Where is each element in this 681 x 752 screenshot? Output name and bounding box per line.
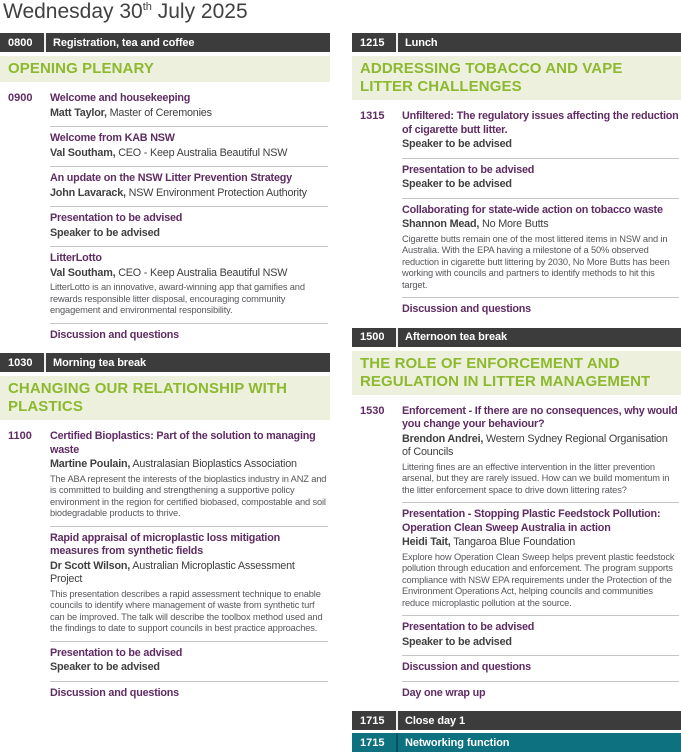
time-bar-label: Registration, tea and coffee [53,36,195,49]
session-item [50,681,328,707]
speaker-affiliation: Western Sydney Regional Organisation of Councils [402,432,668,458]
speaker-name: Shannon Mead, [402,218,480,230]
session-title: LitterLotto [50,252,102,264]
session-item [50,641,328,681]
session-block [0,425,330,706]
speaker-name: Speaker to be advised [402,178,512,190]
session-time: 1530 [360,404,385,417]
session-items [402,400,681,707]
session-item [50,425,328,526]
session-item [50,206,328,246]
time-bar [0,33,330,52]
session-item [402,158,679,198]
session-title: Enforcement - If there are no consequences, why would you change your behaviour? [402,404,678,430]
page-title-text: Wednesday 30 [3,0,143,23]
agenda-column-left [0,33,330,706]
session-item [402,198,679,298]
session-title: Presentation to be advised [402,163,535,176]
session-title: Unfiltered: The regulatory issues affecting the reduction of cigarette butt litter. [402,110,679,136]
speaker-affiliation: CEO - Keep Australia Beautiful NSW [115,146,288,159]
speaker-affiliation: CEO - Keep Australia Beautiful NSW [115,266,288,279]
time-bar [0,353,330,372]
session-item [50,166,328,206]
session-speaker [402,138,679,152]
time-bar-time: 0800 [8,36,33,49]
session-item [50,246,328,323]
session-time: 0900 [8,92,33,104]
speaker-affiliation: Australasian Bioplastics Association [130,458,297,470]
time-bar-time: 1215 [360,36,385,49]
speaker-name: Matt Taylor, [50,106,107,119]
page-title-superscript: th [142,1,152,13]
session-time: 1100 [8,430,32,442]
speaker-name: Dr Scott Wilson, [50,559,131,572]
section-header: CHANGING OUR RELATIONSHIP WITH PLASTICS [0,376,330,420]
session-item [50,323,328,349]
speaker-affiliation: Tangaroa Blue Foundation [450,536,576,548]
speaker-affiliation: Australian Microplastic Assessment Project [50,559,295,585]
time-bar-time: 1500 [360,331,385,343]
session-speaker [402,218,679,232]
session-speaker [402,636,679,650]
session-speaker [50,107,328,121]
section-header: OPENING PLENARY [0,56,330,82]
time-bar-time: 1715 [360,736,385,749]
session-title: Presentation to be advised [50,212,183,224]
time-bar [352,33,681,52]
session-speaker [50,227,328,241]
session-title: Discussion and questions [402,661,531,673]
session-title: Presentation - Stopping Plastic Feedstock Pollution: Operation Clean Sweep Australia in action [402,508,661,534]
agenda-column-right [352,33,681,752]
session-items [402,105,681,323]
time-bar-label: Networking function [405,736,510,749]
time-bar-label: Afternoon tea break [405,331,508,343]
speaker-name: Heidi Tait, [402,536,451,548]
speaker-name: Brendon Andrei, [402,432,484,445]
session-title: Collaborating for state-wide action on tobacco waste [402,203,663,216]
session-description: LitterLotto is an innovative, award-winning app that gamifies and rewards responsible litter disposal, encouraging community engagement and environmental responsibility. [50,282,305,315]
speaker-name: Speaker to be advised [402,138,512,150]
session-title: Presentation to be advised [402,621,535,633]
session-speaker [50,661,328,675]
session-description: This presentation describes a rapid assessment technique to enable councils to identify where management of waste from synthetic turf can be improved. The talk will describe the toolbox method used and the findings to date to support councils in best practice approaches. [50,588,323,633]
page-title [3,0,248,24]
networking-time-bar [352,733,681,752]
session-description: The ABA represent the interests of the bioplastics industry in ANZ and is committed to building and strengthening a supportive policy environment in the region for certified biobased, compostable and soil biodegradable products to thrive. [50,473,327,518]
session-items [50,87,330,348]
session-description: Cigarette butts remain one of the most littered items in NSW and in Australia. With the EPA having a milestone of a 50% observed reduction in cigarette butt littering by 2030, No More Butts has been working with councils and partners to identify methods to hit this target. [402,233,670,290]
time-bar [352,328,681,347]
session-item [50,126,328,166]
page-title-text-after: July 2025 [151,0,248,23]
time-bar-label: Lunch [405,36,438,49]
session-items [50,425,330,706]
session-title: Welcome from KAB NSW [50,132,175,144]
session-block [352,105,681,323]
session-item [402,400,679,503]
speaker-name: Martine Poulain, [50,458,131,470]
session-speaker [402,536,679,550]
session-title: Discussion and questions [402,303,531,315]
speaker-name: Val Southam, [50,146,116,159]
time-bar [352,711,681,730]
session-title: An update on the NSW Litter Prevention Strategy [50,172,292,184]
speaker-name: John Lavarack, [50,186,126,199]
speaker-affiliation: Master of Ceremonies [106,106,212,119]
session-item [50,87,328,126]
session-item [402,297,679,323]
session-speaker [50,560,328,587]
time-bar-label: Morning tea break [53,356,147,369]
session-speaker [402,178,679,192]
session-item [402,681,679,707]
session-description: Littering fines are an effective intervention in the litter prevention arsenal, but they are rarely issued. How can we build momentum in the litter enforcement space to drive down littering rates? [402,461,670,495]
section-header: ADDRESSING TOBACCO AND VAPE LITTER CHALLENGES [352,56,681,100]
speaker-affiliation: NSW Environment Protection Authority [125,186,307,199]
session-speaker [402,433,679,460]
time-bar-time: 1715 [360,714,385,727]
session-speaker [50,187,328,201]
session-item [402,615,679,655]
speaker-name: Speaker to be advised [402,635,512,648]
session-item [402,105,679,158]
time-bar-label: Close day 1 [405,714,466,727]
session-speaker [50,458,328,472]
session-block [352,400,681,707]
session-speaker [50,147,328,161]
session-title: Presentation to be advised [50,646,183,659]
speaker-name: Speaker to be advised [50,661,160,673]
session-title: Rapid appraisal of microplastic loss mitigation measures from synthetic fields [50,531,280,557]
session-title: Discussion and questions [50,328,179,341]
section-header: THE ROLE OF ENFORCEMENT AND REGULATION IN LITTER MANAGEMENT [352,351,681,395]
session-speaker [50,267,328,281]
speaker-affiliation: No More Butts [479,218,549,230]
time-bar-time: 1030 [8,356,33,369]
session-item [50,526,328,641]
speaker-name: Val Southam, [50,266,116,279]
speaker-name: Speaker to be advised [50,226,160,239]
session-title: Certified Bioplastics: Part of the solution to managing waste [50,430,316,456]
session-block [0,87,330,348]
session-time: 1315 [360,110,385,122]
session-description: Explore how Operation Clean Sweep helps prevent plastic feedstock pollution through education and enforcement. The program supports compliance with NSW EPA requirements under the Protection of the Environment Operations Act, helping councils and communities reduce microplastic pollution at the source. [402,551,675,608]
session-title: Day one wrap up [402,686,486,699]
session-title: Welcome and housekeeping [50,92,191,104]
session-item [402,502,679,615]
session-title: Discussion and questions [50,686,179,699]
